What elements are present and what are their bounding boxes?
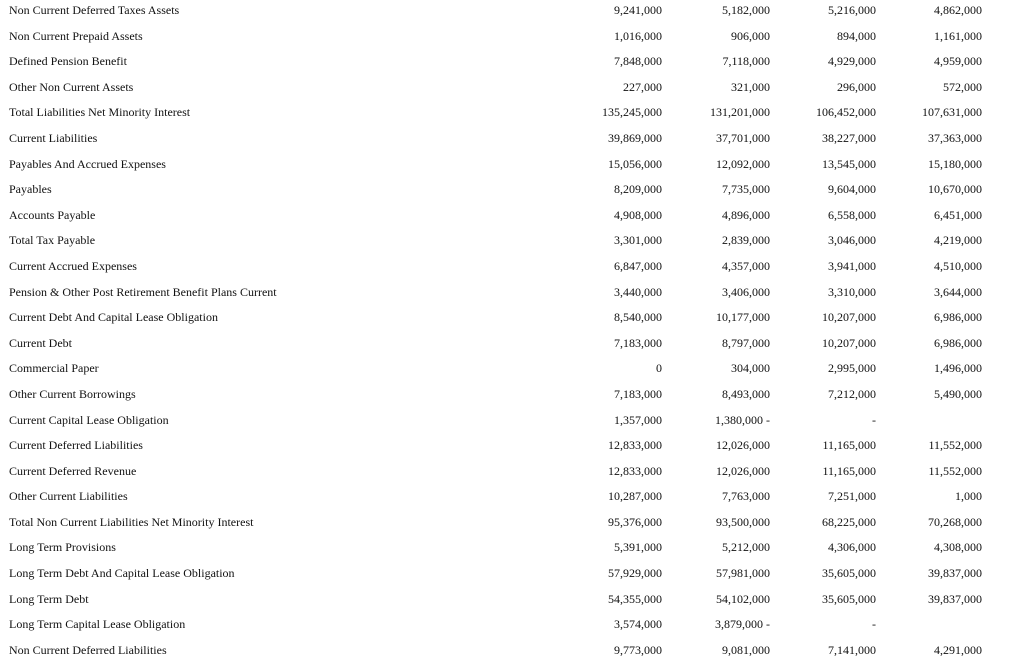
value-cell: 5,182,000 — [722, 3, 770, 17]
row-label: Other Current Liabilities — [9, 489, 128, 504]
value-cell: 37,701,000 — [716, 130, 770, 145]
value-cell: 12,092,000 — [716, 156, 770, 171]
row-label: Current Deferred Revenue — [9, 463, 137, 478]
value-cell: 6,986,000 — [934, 310, 982, 325]
table-row — [0, 77, 1024, 103]
value-cell: 4,862,000 — [934, 3, 982, 17]
value-cell: 3,310,000 — [828, 284, 876, 299]
value-cell: 296,000 — [837, 79, 876, 94]
value-cell: 15,180,000 — [928, 156, 982, 171]
value-cell: 2,839,000 — [722, 233, 770, 248]
value-cell: 4,357,000 — [722, 258, 770, 273]
table-row — [0, 154, 1024, 180]
row-label: Total Tax Payable — [9, 233, 96, 248]
value-cell: 7,183,000 — [614, 386, 662, 401]
row-label: Long Term Debt And Capital Lease Obligation — [9, 566, 235, 581]
row-label: Defined Pension Benefit — [9, 54, 127, 69]
value-cell: 9,773,000 — [614, 642, 662, 657]
value-cell: 4,291,000 — [934, 642, 982, 657]
table-row — [0, 640, 1024, 665]
value-cell: 8,540,000 — [614, 310, 662, 325]
table-row — [0, 205, 1024, 231]
value-cell: 12,833,000 — [608, 438, 662, 453]
row-label: Non Current Prepaid Assets — [9, 28, 143, 43]
row-label: Pension & Other Post Retirement Benefit Plans Current — [9, 284, 277, 299]
row-label: Other Current Borrowings — [9, 386, 136, 401]
value-cell: 12,026,000 — [716, 438, 770, 453]
value-cell: 39,837,000 — [928, 591, 982, 606]
value-cell: 5,391,000 — [614, 540, 662, 555]
table-row — [0, 563, 1024, 589]
value-cell: 5,216,000 — [828, 3, 876, 17]
value-cell: 11,165,000 — [822, 438, 876, 453]
value-cell: 4,908,000 — [614, 207, 662, 222]
table-row — [0, 614, 1024, 640]
value-cell: 1,016,000 — [614, 28, 662, 43]
value-cell: 304,000 — [731, 361, 770, 376]
table-row — [0, 102, 1024, 128]
value-cell: 7,141,000 — [828, 642, 876, 657]
value-cell: 8,797,000 — [722, 335, 770, 350]
value-cell: 13,545,000 — [822, 156, 876, 171]
value-cell: 6,986,000 — [934, 335, 982, 350]
value-cell: 4,306,000 — [828, 540, 876, 555]
value-cell: 3,440,000 — [614, 284, 662, 299]
table-row — [0, 512, 1024, 538]
row-label: Payables — [9, 182, 52, 197]
value-cell: 12,026,000 — [716, 463, 770, 478]
value-cell: 7,183,000 — [614, 335, 662, 350]
row-label: Current Capital Lease Obligation — [9, 412, 169, 427]
value-cell: 39,837,000 — [928, 566, 982, 581]
value-cell: 894,000 — [837, 28, 876, 43]
table-row — [0, 179, 1024, 205]
row-label: Non Current Deferred Taxes Assets — [9, 3, 180, 17]
value-cell: 6,847,000 — [614, 258, 662, 273]
row-label: Accounts Payable — [9, 207, 96, 222]
row-label: Long Term Provisions — [9, 540, 116, 555]
value-cell: 5,212,000 — [722, 540, 770, 555]
value-cell: 4,308,000 — [934, 540, 982, 555]
value-cell: 3,406,000 — [722, 284, 770, 299]
value-cell: 12,833,000 — [608, 463, 662, 478]
table-row — [0, 0, 1024, 26]
value-cell: 7,763,000 — [722, 489, 770, 504]
table-row — [0, 26, 1024, 52]
value-cell: 37,363,000 — [928, 130, 982, 145]
value-cell: 57,981,000 — [716, 566, 770, 581]
value-cell: 7,118,000 — [722, 54, 770, 69]
row-label: Other Non Current Assets — [9, 79, 134, 94]
value-cell: 572,000 — [943, 79, 982, 94]
value-cell: 4,896,000 — [722, 207, 770, 222]
value-cell: 131,201,000 — [710, 105, 770, 120]
value-cell: - — [872, 412, 876, 427]
row-label: Current Debt — [9, 335, 72, 350]
table-row — [0, 461, 1024, 487]
value-cell: 7,735,000 — [722, 182, 770, 197]
row-label: Current Debt And Capital Lease Obligation — [9, 310, 218, 325]
value-cell: 38,227,000 — [822, 130, 876, 145]
value-cell: 0 — [656, 361, 662, 376]
row-label: Total Liabilities Net Minority Interest — [9, 105, 191, 120]
table-row — [0, 486, 1024, 512]
table-row — [0, 128, 1024, 154]
value-cell: 8,209,000 — [614, 182, 662, 197]
table-row — [0, 358, 1024, 384]
row-label: Commercial Paper — [9, 361, 99, 376]
value-cell: 10,177,000 — [716, 310, 770, 325]
table-row — [0, 282, 1024, 308]
value-cell: 1,496,000 — [934, 361, 982, 376]
value-cell: 7,848,000 — [614, 54, 662, 69]
value-cell: 70,268,000 — [928, 514, 982, 529]
value-cell: 1,380,000 - — [715, 412, 770, 427]
value-cell: 8,493,000 — [722, 386, 770, 401]
row-label: Total Non Current Liabilities Net Minority Interest — [9, 514, 254, 529]
value-cell: 6,558,000 — [828, 207, 876, 222]
value-cell: 1,000 — [955, 489, 982, 504]
value-cell: 35,605,000 — [822, 566, 876, 581]
value-cell: 54,355,000 — [608, 591, 662, 606]
row-label: Current Accrued Expenses — [9, 258, 137, 273]
table-row — [0, 307, 1024, 333]
value-cell: 106,452,000 — [816, 105, 876, 120]
value-cell: 11,165,000 — [822, 463, 876, 478]
value-cell: 68,225,000 — [822, 514, 876, 529]
value-cell: 10,207,000 — [822, 310, 876, 325]
value-cell: 1,357,000 — [614, 412, 662, 427]
table-row — [0, 537, 1024, 563]
value-cell: 95,376,000 — [608, 514, 662, 529]
value-cell: 5,490,000 — [934, 386, 982, 401]
value-cell: 9,081,000 — [722, 642, 770, 657]
value-cell: 57,929,000 — [608, 566, 662, 581]
value-cell: 1,161,000 — [934, 28, 982, 43]
value-cell: 3,301,000 — [614, 233, 662, 248]
table-row — [0, 333, 1024, 359]
value-cell: 11,552,000 — [928, 463, 982, 478]
value-cell: 2,995,000 — [828, 361, 876, 376]
value-cell: 93,500,000 — [716, 514, 770, 529]
table-row — [0, 435, 1024, 461]
table-row — [0, 256, 1024, 282]
value-cell: 4,959,000 — [934, 54, 982, 69]
row-label: Long Term Debt — [9, 591, 89, 606]
table-row — [0, 589, 1024, 615]
row-label: Non Current Deferred Liabilities — [9, 642, 167, 657]
value-cell: 4,510,000 — [934, 258, 982, 273]
value-cell: 3,046,000 — [828, 233, 876, 248]
value-cell: 10,207,000 — [822, 335, 876, 350]
row-label: Long Term Capital Lease Obligation — [9, 617, 186, 632]
value-cell: 7,212,000 — [828, 386, 876, 401]
value-cell: 3,879,000 - — [715, 617, 770, 632]
value-cell: 4,929,000 — [828, 54, 876, 69]
table-row — [0, 410, 1024, 436]
value-cell: 6,451,000 — [934, 207, 982, 222]
value-cell: 321,000 — [731, 79, 770, 94]
value-cell: 9,604,000 — [828, 182, 876, 197]
row-label: Current Liabilities — [9, 130, 98, 145]
table-row — [0, 384, 1024, 410]
value-cell: 10,287,000 — [608, 489, 662, 504]
table-row — [0, 230, 1024, 256]
value-cell: 9,241,000 — [614, 3, 662, 17]
value-cell: 10,670,000 — [928, 182, 982, 197]
value-cell: 39,869,000 — [608, 130, 662, 145]
value-cell: 54,102,000 — [716, 591, 770, 606]
value-cell: 107,631,000 — [922, 105, 982, 120]
value-cell: 3,574,000 — [614, 617, 662, 632]
value-cell: 4,219,000 — [934, 233, 982, 248]
value-cell: 3,644,000 — [934, 284, 982, 299]
value-cell: 227,000 — [623, 79, 662, 94]
value-cell: 35,605,000 — [822, 591, 876, 606]
value-cell: 906,000 — [731, 28, 770, 43]
value-cell: - — [872, 617, 876, 632]
value-cell: 11,552,000 — [928, 438, 982, 453]
value-cell: 3,941,000 — [828, 258, 876, 273]
row-label: Payables And Accrued Expenses — [9, 156, 166, 171]
table-row — [0, 51, 1024, 77]
value-cell: 7,251,000 — [828, 489, 876, 504]
value-cell: 135,245,000 — [602, 105, 662, 120]
row-label: Current Deferred Liabilities — [9, 438, 143, 453]
value-cell: 15,056,000 — [608, 156, 662, 171]
